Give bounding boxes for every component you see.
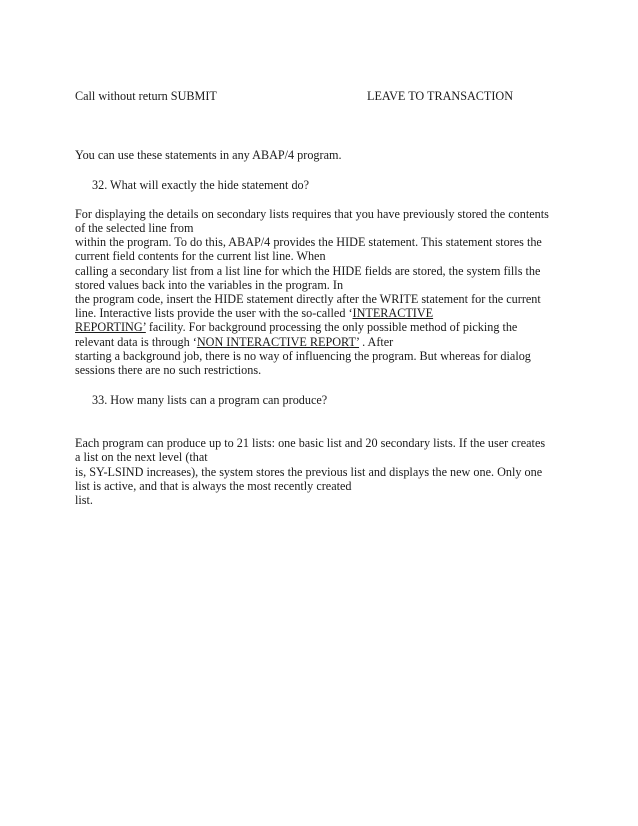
non-interactive-report-link[interactable]: NON INTERACTIVE REPORT’	[196, 335, 360, 349]
answer-32-text: relevant data is through ‘	[75, 335, 197, 349]
intro-text: You can use these statements in any ABAP/4 program.	[75, 148, 342, 162]
answer-32-line	[75, 306, 433, 321]
answer-33-line: list is active, and that is always the most recently created	[75, 479, 352, 493]
answer-32-text: facility. For background processing the only possible method of picking the	[145, 320, 518, 334]
answer-33-line: Each program can produce up to 21 lists: one basic list and 20 secondary lists. If the user creates	[75, 436, 546, 450]
question-32-heading: 32. What will exactly the hide statement do?	[92, 178, 310, 192]
interactive-reporting-link-cont[interactable]: REPORTING’	[75, 320, 146, 334]
answer-32-line: starting a background job, there is no way of influencing the program. But whereas for dialog	[75, 349, 531, 363]
header-right-text: LEAVE TO TRANSACTION	[367, 89, 514, 103]
answer-32-text: line. Interactive lists provide the user with the so-called ‘	[75, 306, 353, 320]
answer-32-line: calling a secondary list from a list line for which the HIDE fields are stored, the system fills the	[75, 264, 541, 278]
answer-32-text: . After	[359, 335, 394, 349]
answer-32-line: current field contents for the current list line. When	[75, 249, 326, 263]
answer-33-line: a list on the next level (that	[75, 450, 208, 464]
answer-32-line	[75, 320, 517, 335]
answer-32-line: sessions there are no such restrictions.	[75, 363, 262, 377]
interactive-reporting-link[interactable]: INTERACTIVE	[352, 306, 434, 320]
question-33-heading: 33. How many lists can a program can produce?	[92, 393, 328, 407]
answer-32-line	[75, 335, 393, 350]
answer-32-line: For displaying the details on secondary lists requires that you have previously stored the contents	[75, 207, 549, 221]
answer-33-line: list.	[75, 493, 93, 507]
answer-32-line: within the program. To do this, ABAP/4 provides the HIDE statement. This statement stores the	[75, 235, 542, 249]
answer-32-line: of the selected line from	[75, 221, 194, 235]
header-left-text: Call without return SUBMIT	[75, 89, 217, 103]
answer-33-line: is, SY-LSIND increases), the system stores the previous list and displays the new one. Only one	[75, 465, 543, 479]
answer-32-line: stored values back into the variables in the program. In	[75, 278, 344, 292]
answer-32-line: the program code, insert the HIDE statement directly after the WRITE statement for the current	[75, 292, 541, 306]
